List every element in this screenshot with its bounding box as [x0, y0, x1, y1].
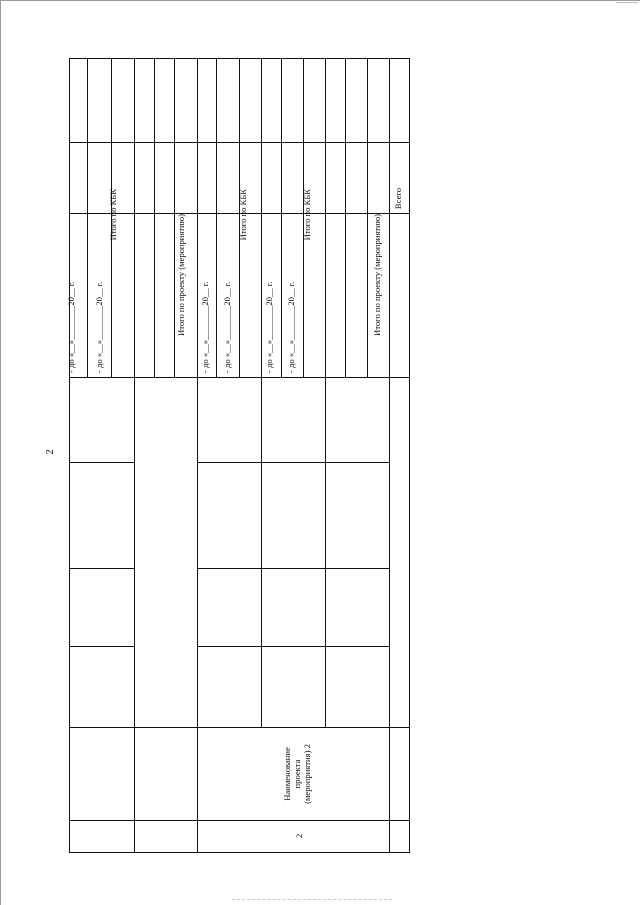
block3-total-kbk: Итого по КБК: [302, 189, 312, 241]
block2-period-2: - до «__»________20__ г.: [222, 281, 232, 373]
project-name-label: Наименование проекта (мероприятия) 2: [282, 744, 312, 804]
empty-right-strip: [390, 378, 409, 727]
block3-period-2: - до «__»________20__ г.: [286, 281, 296, 373]
block2-total-project: Итого по проекту (мероприятию): [176, 214, 186, 336]
block1-total-kbk: Итого по КБК: [108, 189, 118, 241]
block2-total-kbk: Итого по КБК: [238, 189, 248, 241]
block2-period-1: - до «__»________20__ г.: [200, 281, 210, 373]
scan-bottom-edge: [232, 899, 392, 902]
block1-period-2: - до «__»________20__ г.: [94, 281, 104, 373]
section-number: 2: [294, 833, 304, 839]
block3-period-1: - до «__»________20__ г.: [264, 281, 274, 373]
block1-period-1: - до «__»________20__ г.: [66, 281, 76, 373]
footer-total-project: Итого по проекту (мероприятию): [372, 214, 382, 336]
page-number: 2: [44, 449, 56, 455]
merged-cell-block2: [135, 378, 197, 727]
grand-total-label: Всего: [393, 188, 403, 210]
